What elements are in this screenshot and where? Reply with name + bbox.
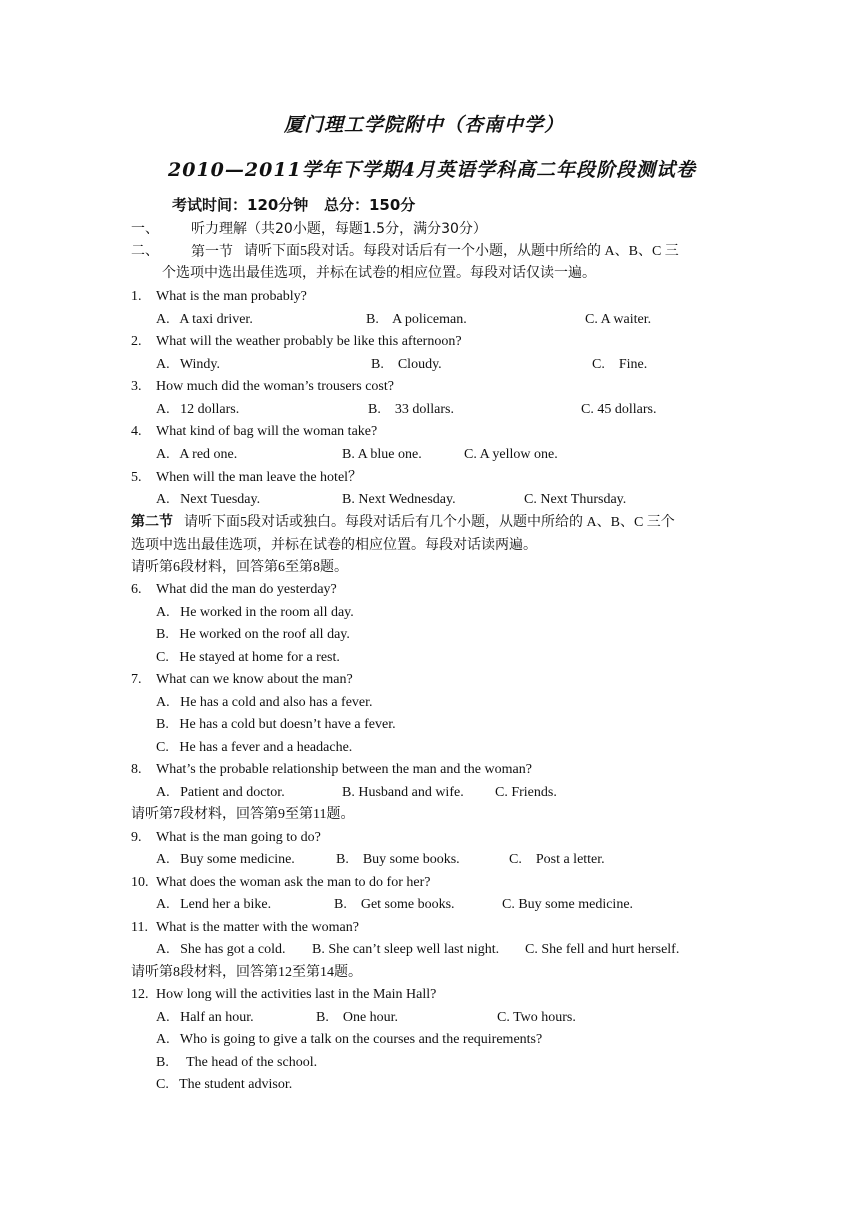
- question-text: When will the man leave the hotel？: [156, 470, 363, 485]
- question-text: What is the man probably?: [156, 289, 307, 304]
- section1-number: 一、: [131, 221, 159, 237]
- option-c: C. The student advisor.: [156, 1077, 293, 1092]
- material-6-note: 请听第6段材料，回答第6至第8题。: [131, 560, 348, 575]
- option-c: C. Post a letter.: [509, 852, 605, 867]
- exam-info: 考试时间：120分钟 总分：150分: [172, 196, 416, 214]
- option-b: B. He has a cold but doesn’t have a fever.: [156, 717, 396, 732]
- option-a: A. Next Tuesday.: [156, 492, 261, 507]
- option-b: B. Cloudy.: [371, 357, 442, 372]
- part2-instruction: 请听下面5段对话或独白。每段对话后有几个小题，从题中所给的 A、B、C 三个: [184, 515, 675, 530]
- option-a: A. Windy.: [156, 357, 220, 372]
- option-c: C. He stayed at home for a rest.: [156, 650, 340, 665]
- option-c: C. She fell and hurt herself.: [525, 942, 680, 957]
- question-number: 2.: [131, 334, 142, 349]
- option-c: C. Buy some medicine.: [502, 897, 634, 912]
- part2-instruction-cont: 选项中选出最佳选项，并标在试卷的相应位置。每段对话读两遍。: [131, 538, 537, 553]
- part1-label: 第一节: [191, 244, 233, 260]
- question-number: 4.: [131, 424, 142, 439]
- question-number: 7.: [131, 672, 142, 687]
- option-a: A. He worked in the room all day.: [156, 605, 354, 620]
- question-number: 8.: [131, 762, 142, 777]
- option-b: B. Next Wednesday.: [342, 492, 456, 507]
- option-b: B. The head of the school.: [156, 1055, 318, 1070]
- question-text: What is the man going to do?: [156, 830, 321, 845]
- question-text: How much did the woman’s trousers cost?: [156, 379, 394, 394]
- option-c: C. A waiter.: [585, 312, 652, 327]
- option-b: B. A blue one.: [342, 447, 422, 462]
- option-b: B. Buy some books.: [336, 852, 460, 867]
- question-text: What kind of bag will the woman take?: [156, 424, 378, 439]
- option-b: B. Husband and wife.: [342, 785, 464, 800]
- option-a: A. Lend her a bike.: [156, 897, 272, 912]
- option-b: B. One hour.: [316, 1010, 399, 1025]
- option-a: A. 12 dollars.: [156, 402, 240, 417]
- option-a: A. He has a cold and also has a fever.: [156, 695, 373, 710]
- option-c: C. Friends.: [495, 785, 557, 800]
- question-text: A. Who is going to give a talk on the courses and the requirements?: [156, 1032, 543, 1047]
- question-number: 3.: [131, 379, 142, 394]
- option-b: B. She can’t sleep well last night.: [312, 942, 500, 957]
- question-text: What does the woman ask the man to do for her?: [156, 875, 431, 890]
- option-a: A. A taxi driver.: [156, 312, 253, 327]
- option-a: A. Patient and doctor.: [156, 785, 285, 800]
- option-a: A. Buy some medicine.: [156, 852, 295, 867]
- part1-instruction: 请听下面5段对话。每段对话后有一个小题，从题中所给的 A、B、C 三: [244, 244, 679, 259]
- part2-label: 第二节: [131, 515, 173, 530]
- option-b: B. He worked on the roof all day.: [156, 627, 350, 642]
- option-c: C. Two hours.: [497, 1010, 576, 1025]
- option-b: B. A policeman.: [366, 312, 467, 327]
- part1-instruction-cont: 个选项中选出最佳选项，并标在试卷的相应位置。每段对话仅读一遍。: [162, 266, 596, 281]
- question-text: What did the man do yesterday?: [156, 582, 337, 597]
- option-a: A. Half an hour.: [156, 1010, 254, 1025]
- question-number: 9.: [131, 830, 142, 845]
- question-number: 5.: [131, 470, 142, 485]
- question-number: 11.: [131, 920, 148, 935]
- school-name: 厦门理工学院附中（杏南中学）: [284, 114, 565, 136]
- option-c: C. Next Thursday.: [524, 492, 627, 507]
- question-text: What is the matter with the woman?: [156, 920, 359, 935]
- question-text: What will the weather probably be like this afternoon?: [156, 334, 462, 349]
- question-number: 6.: [131, 582, 142, 597]
- option-a: A. A red one.: [156, 447, 238, 462]
- question-number: 10.: [131, 875, 149, 890]
- question-number: 1.: [131, 289, 142, 304]
- section1-heading: 听力理解（共20小题，每题1.5分，满分30分）: [191, 221, 487, 237]
- option-c: C. He has a fever and a headache.: [156, 740, 353, 755]
- option-c: C. A yellow one.: [464, 447, 558, 462]
- question-number: 12.: [131, 987, 149, 1002]
- option-c: C. Fine.: [592, 357, 648, 372]
- option-c: C. 45 dollars.: [581, 402, 657, 417]
- option-b: B. 33 dollars.: [368, 402, 454, 417]
- material-8-note: 请听第8段材料，回答第12至第14题。: [131, 965, 362, 980]
- question-text: What’s the probable relationship between the man and the woman?: [156, 762, 532, 777]
- question-text: What can we know about the man?: [156, 672, 353, 687]
- part1-number: 二、: [131, 244, 159, 259]
- exam-title: 2010—2011学年下学期4月英语学科高二年段阶段测试卷: [168, 159, 696, 181]
- option-b: B. Get some books.: [334, 897, 455, 912]
- option-a: A. She has got a cold.: [156, 942, 286, 957]
- material-7-note: 请听第7段材料，回答第9至第11题。: [131, 807, 355, 822]
- question-text: How long will the activities last in the Main Hall?: [156, 987, 437, 1002]
